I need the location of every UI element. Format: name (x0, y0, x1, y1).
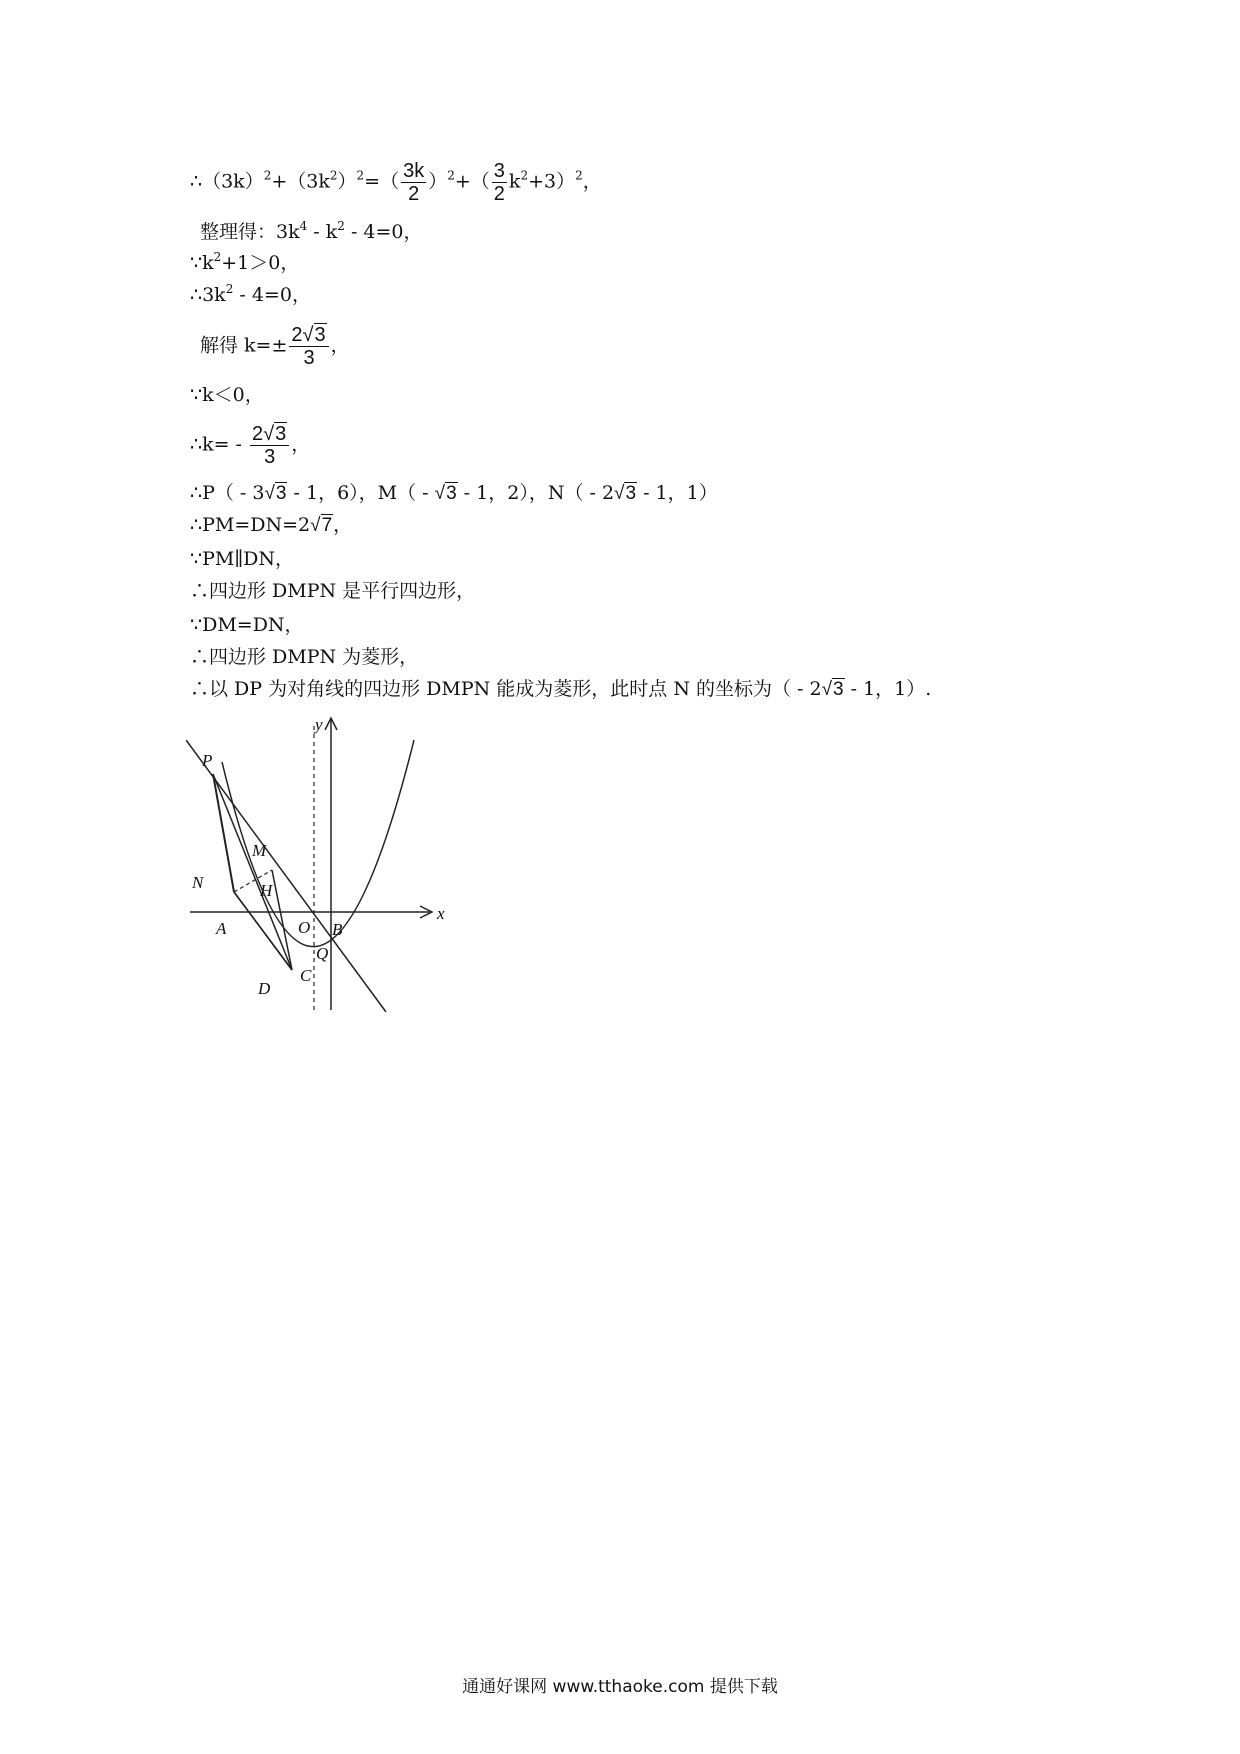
segment-MD (272, 870, 292, 970)
equation-line-6: ∵k＜0， (190, 384, 264, 406)
label-Q: Q (316, 944, 329, 963)
label-O: O (298, 918, 311, 937)
label-A: A (216, 919, 227, 938)
label-x: x (437, 904, 445, 923)
label-N: N (192, 873, 204, 892)
fraction-2sqrt3-over-3: $\frac{2√3}{3}$ (289, 324, 328, 369)
label-M: M (252, 841, 267, 860)
equation-line-5: 解得 k=± $\frac{2√3}{3}$ ， (200, 324, 350, 369)
fraction-3k-over-2: $\frac{3k}{2}$ (403, 160, 425, 205)
fraction-3-over-2: $\frac{3}{2}$ (493, 160, 505, 205)
label-P: P (202, 751, 213, 770)
segment-AD (234, 892, 292, 970)
label-D: D (258, 979, 271, 998)
equation-line-12: ∵DM=DN， (190, 614, 304, 636)
equation-line-8: ∴P（ - 3√3 - 1，6），M（ - √3 - 1，2），N（ - 2√3 - 1，1） (190, 482, 718, 504)
equation-line-11: ∴四边形 DMPN 是平行四边形， (190, 580, 476, 602)
footer-credit: 通通好课网 www.tthaoke.com 提供下载 (462, 1677, 778, 1697)
equation-line-3: $\because k^2+1>0$， (190, 250, 300, 274)
label-C: C (300, 966, 312, 985)
equation-line-14: ∴以 DP 为对角线的四边形 DMPN 能成为菱形，此时点 N 的坐标为（ - 2√3 - 1，1）. (190, 678, 932, 700)
equation-line-7: ∴k= - $\frac{2√3}{3}$ ， (190, 423, 311, 468)
segment-PD (213, 774, 292, 970)
label-B: B (332, 920, 343, 939)
fraction-neg-2sqrt3-over-3: $\frac{2√3}{3}$ (250, 423, 289, 468)
equation-line-13: ∴四边形 DMPN 为菱形， (190, 646, 419, 668)
equation-line-2: 整理得：$3k^4 - k^2 - 4=0$， (200, 219, 423, 243)
equation-line-4: $\therefore 3k^2 - 4=0$， (190, 282, 311, 306)
equation-line-1: $\therefore(3k)^2+(3k^2)^2=$（ $\frac{3k}{2}$ ）$^2$+（ $\frac{3}{2}$ $k^2+3)^2$， (190, 160, 602, 205)
equation-line-10: ∵PM∥DN， (190, 548, 294, 570)
equation-line-9: ∴PM=DN=2√7， (190, 514, 353, 536)
label-H: H (260, 881, 273, 900)
parabola-figure (186, 712, 456, 1012)
label-y: y (315, 715, 323, 734)
